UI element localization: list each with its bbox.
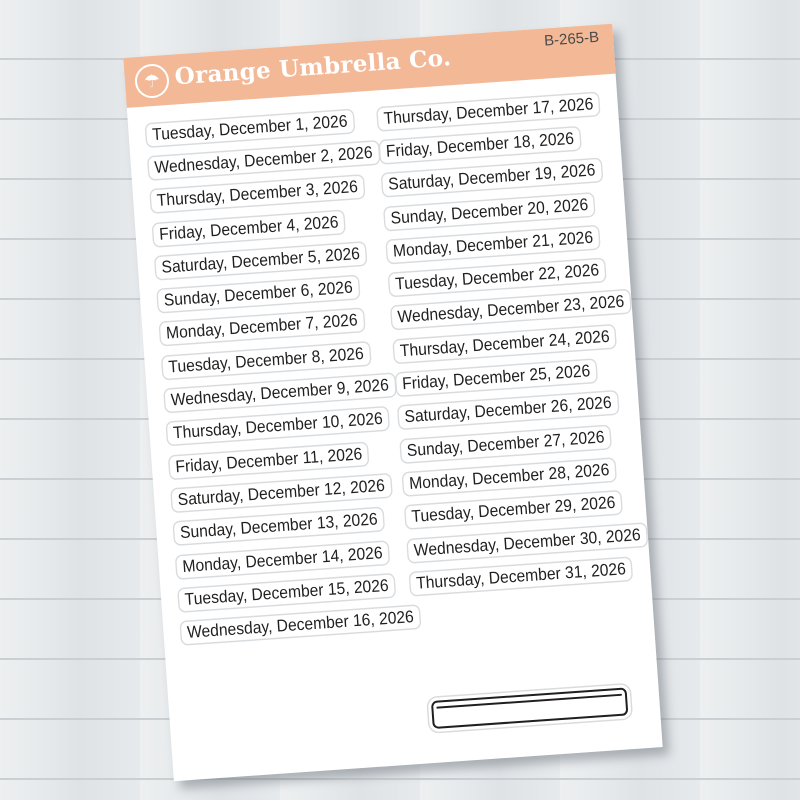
date-text: Sunday, December 13, 2026 <box>174 508 384 545</box>
umbrella-icon: ☂ <box>134 63 170 99</box>
date-text: Thursday, December 3, 2026 <box>151 176 364 213</box>
date-text: Sunday, December 6, 2026 <box>158 276 359 312</box>
brand-name: Orange Umbrella Co. <box>173 44 453 91</box>
date-text: Monday, December 28, 2026 <box>403 459 616 496</box>
date-text: Wednesday, December 23, 2026 <box>391 291 630 330</box>
date-text: Saturday, December 26, 2026 <box>398 392 618 429</box>
date-text: Tuesday, December 15, 2026 <box>179 574 395 611</box>
date-text: Friday, December 11, 2026 <box>169 443 368 479</box>
date-text: Wednesday, December 30, 2026 <box>408 523 647 562</box>
date-text: Friday, December 25, 2026 <box>396 360 596 396</box>
date-text: Tuesday, December 22, 2026 <box>389 259 605 296</box>
date-text: Tuesday, December 1, 2026 <box>146 110 354 146</box>
blank-box-sticker <box>431 687 628 729</box>
date-text: Monday, December 21, 2026 <box>387 226 600 263</box>
date-text: Monday, December 14, 2026 <box>176 541 389 578</box>
date-text: Thursday, December 10, 2026 <box>167 408 389 445</box>
date-text: Monday, December 7, 2026 <box>160 309 364 345</box>
date-text: Saturday, December 5, 2026 <box>155 242 366 279</box>
date-text: Friday, December 4, 2026 <box>153 211 345 246</box>
date-text: Wednesday, December 2, 2026 <box>148 141 379 179</box>
date-text: Sunday, December 27, 2026 <box>401 426 611 463</box>
right-date-column <box>377 84 670 600</box>
date-text: Wednesday, December 9, 2026 <box>165 374 396 412</box>
date-text: Tuesday, December 8, 2026 <box>162 342 370 378</box>
date-text: Saturday, December 12, 2026 <box>172 474 392 511</box>
date-text: Wednesday, December 16, 2026 <box>181 606 420 645</box>
date-text: Thursday, December 31, 2026 <box>410 558 632 595</box>
date-text: Saturday, December 19, 2026 <box>382 159 602 196</box>
date-text: Tuesday, December 29, 2026 <box>405 492 621 529</box>
date-text: Friday, December 18, 2026 <box>380 127 580 163</box>
date-text: Sunday, December 20, 2026 <box>384 193 594 230</box>
sticker-sheet <box>123 24 662 781</box>
product-code: B-265-B <box>543 28 600 50</box>
date-text: Thursday, December 24, 2026 <box>394 325 616 362</box>
date-text: Thursday, December 17, 2026 <box>377 93 599 130</box>
